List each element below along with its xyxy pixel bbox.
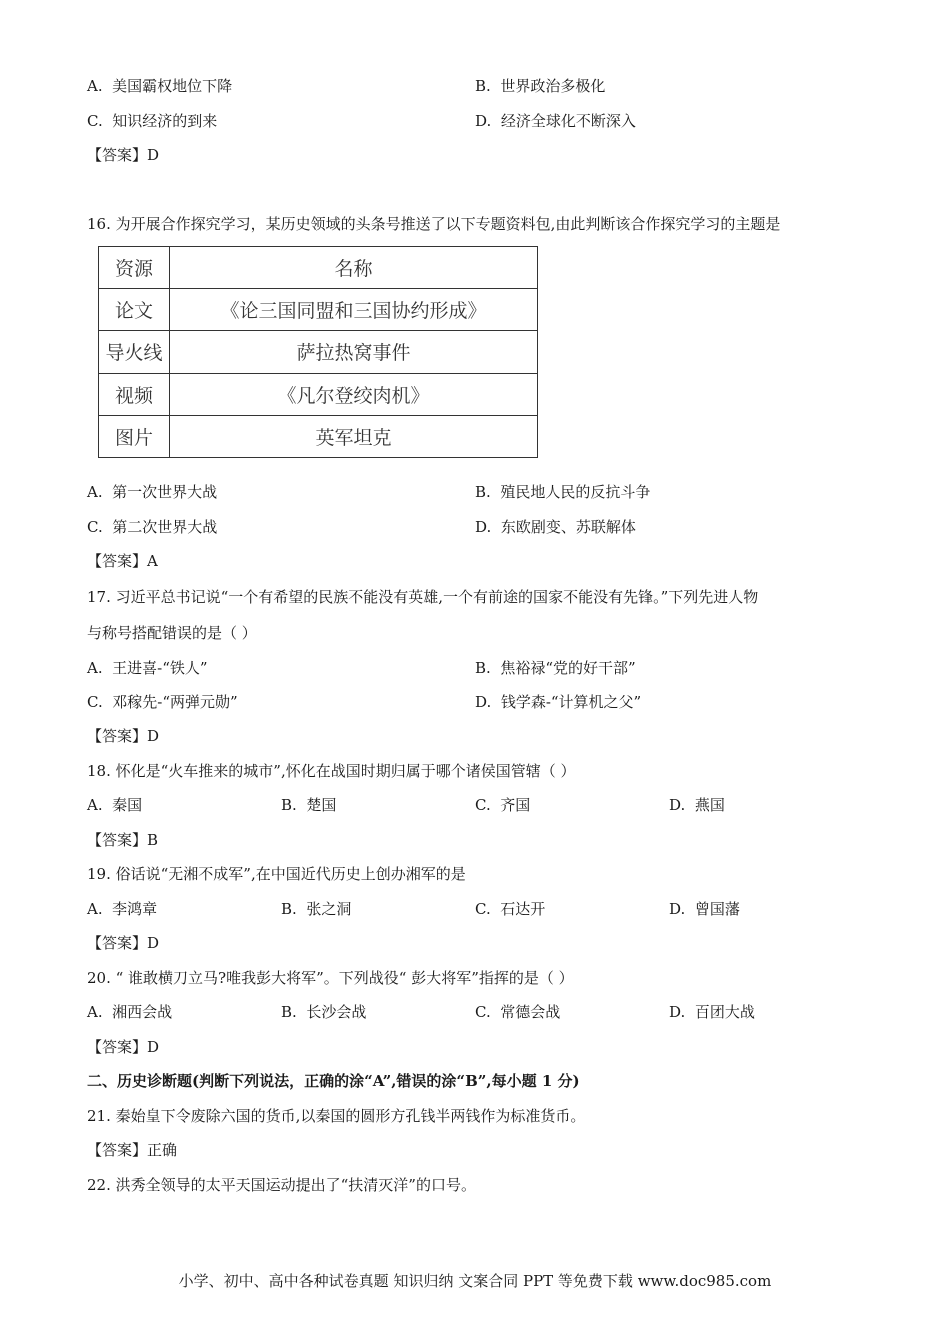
table-cell: 导火线 [99, 331, 170, 373]
q18-answer: 【答案】B [87, 831, 159, 849]
q16-option-d: D. 东欧剧变、苏联解体 [475, 518, 636, 536]
q19-option-a: A. 李鸿章 [87, 900, 158, 918]
table-cell: 《凡尔登绞肉机》 [170, 373, 538, 415]
q15-option-b: B. 世界政治多极化 [475, 77, 606, 95]
page-footer: 小学、初中、高中各种试卷真题 知识归纳 文案合同 PPT 等免费下载 www.doc985.com [178, 1272, 772, 1290]
q20-option-d: D. 百团大战 [669, 1003, 755, 1021]
q15-option-a: A. 美国霸权地位下降 [87, 77, 233, 95]
q15-option-d: D. 经济全球化不断深入 [475, 112, 636, 130]
q20-answer: 【答案】D [87, 1038, 160, 1056]
table-header-cell: 名称 [170, 247, 538, 289]
section-heading: 二、历史诊断题(判断下列说法，正确的涂“A”,错误的涂“B”,每小题 1 分) [87, 1072, 580, 1090]
q20-option-b: B. 长沙会战 [281, 1003, 367, 1021]
q16-option-a: A. 第一次世界大战 [87, 483, 218, 501]
q18-option-d: D. 燕国 [669, 796, 725, 814]
q19-option-d: D. 曾国藩 [669, 900, 740, 918]
q18-option-b: B. 楚国 [281, 796, 337, 814]
q16-option-b: B. 殖民地人民的反抗斗争 [475, 483, 651, 501]
q19-option-b: B. 张之洞 [281, 900, 352, 918]
table-cell: 论文 [99, 289, 170, 331]
q19-option-c: C. 石达开 [475, 900, 546, 918]
table-row [99, 415, 538, 457]
q20-option-a: A. 湘西会战 [87, 1003, 173, 1021]
table-row [99, 289, 538, 331]
q15-answer: 【答案】D [87, 146, 160, 164]
q15-option-c: C. 知识经济的到来 [87, 112, 218, 130]
table-row [99, 373, 538, 415]
q17-option-b: B. 焦裕禄“党的好干部” [475, 659, 636, 677]
table-cell: 视频 [99, 373, 170, 415]
table-cell: 《论三国同盟和三国协约形成》 [170, 289, 538, 331]
q17-stem-line2: 与称号搭配错误的是（ ） [87, 624, 257, 642]
table-cell: 萨拉热窝事件 [170, 331, 538, 373]
q18-stem: 18. 怀化是“火车推来的城市”,怀化在战国时期归属于哪个诸侯国管辖（ ） [87, 762, 576, 780]
q16-resource-table [98, 246, 538, 458]
q16-option-c: C. 第二次世界大战 [87, 518, 218, 536]
q17-answer: 【答案】D [87, 727, 160, 745]
q21-answer: 【答案】正确 [87, 1141, 178, 1159]
q17-option-d: D. 钱学森-“计算机之父” [475, 693, 642, 711]
q21-stem: 21. 秦始皇下令废除六国的货币,以秦国的圆形方孔钱半两钱作为标准货币。 [87, 1107, 586, 1125]
q19-stem: 19. 俗话说“无湘不成军”,在中国近代历史上创办湘军的是 [87, 865, 466, 883]
q17-option-c: C. 邓稼先-“两弹元勋” [87, 693, 238, 711]
table-cell: 英军坦克 [170, 415, 538, 457]
q22-stem: 22. 洪秀全领导的太平天国运动提出了“扶清灭洋”的口号。 [87, 1176, 476, 1194]
q17-stem-line1: 17. 习近平总书记说“一个有希望的民族不能没有英雄,一个有前途的国家不能没有先锋。”下列先进人物 [87, 588, 759, 606]
q20-stem: 20. “ 谁敢横刀立马?唯我彭大将军”。下列战役“ 彭大将军”指挥的是（ ） [87, 969, 574, 987]
q18-option-a: A. 秦国 [87, 796, 143, 814]
q20-option-c: C. 常德会战 [475, 1003, 561, 1021]
q18-option-c: C. 齐国 [475, 796, 531, 814]
q17-option-a: A. 王进喜-“铁人” [87, 659, 208, 677]
q19-answer: 【答案】D [87, 934, 160, 952]
table-row [99, 331, 538, 373]
table-cell: 图片 [99, 415, 170, 457]
table-header-row [99, 247, 538, 289]
table-header-cell: 资源 [99, 247, 170, 289]
q16-stem: 16. 为开展合作探究学习，某历史领域的头条号推送了以下专题资料包,由此判断该合作探究学习的主题是 [87, 215, 781, 233]
q16-answer: 【答案】A [87, 552, 158, 570]
